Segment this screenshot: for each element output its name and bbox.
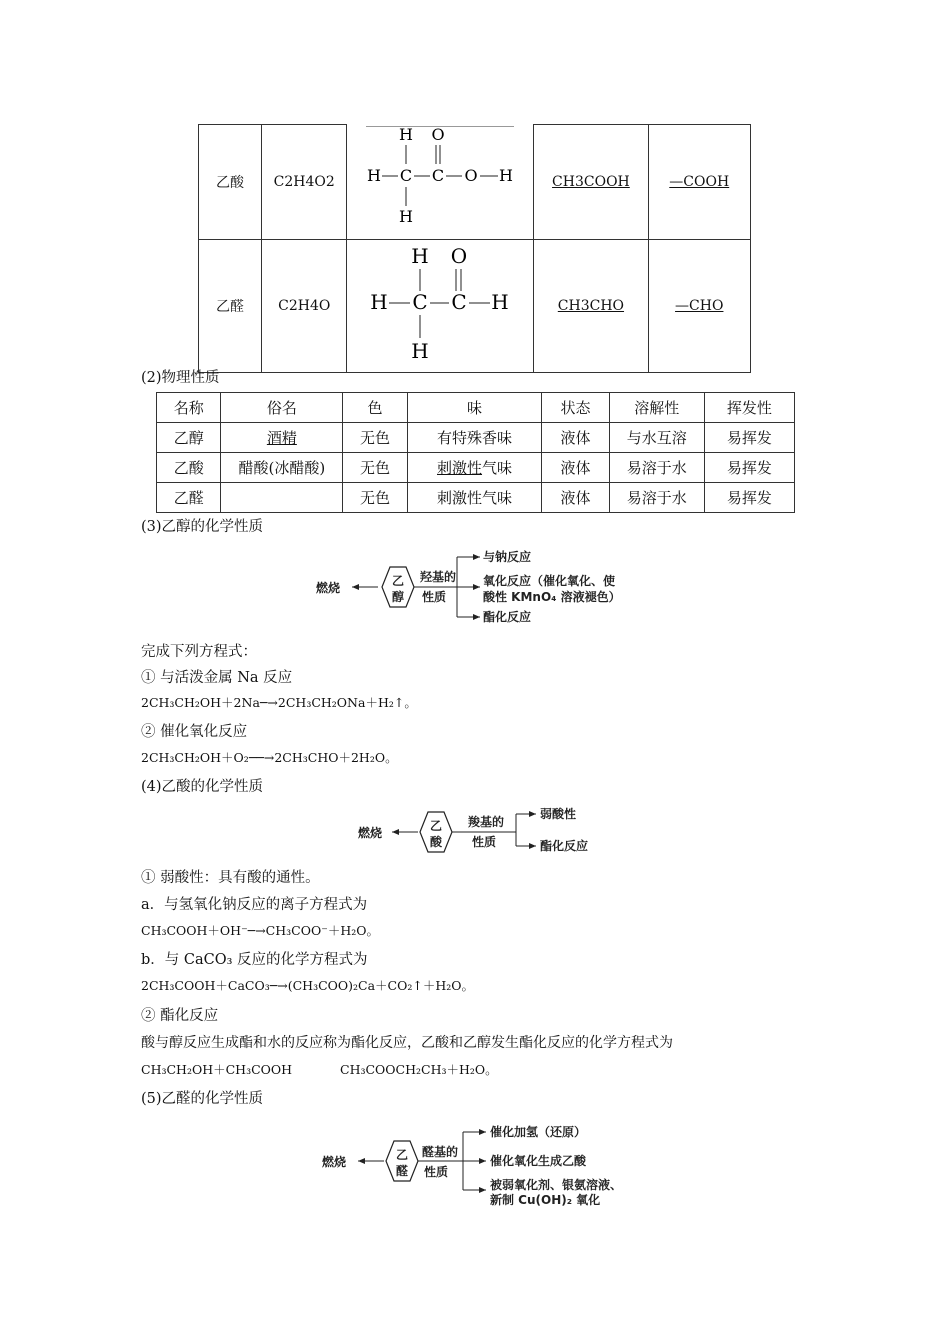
atom-label: O (451, 244, 468, 268)
column-header: 挥发性 (704, 393, 794, 423)
table-header-row (157, 393, 795, 423)
table-row (157, 483, 795, 513)
functional-group-text: —COOH (669, 174, 730, 190)
simplified-formula (534, 240, 648, 373)
acetic-property-diagram (354, 800, 614, 862)
table-cell: 无色 (343, 453, 407, 483)
table-cell: 液体 (542, 483, 609, 513)
table-cell: 易挥发 (704, 423, 794, 453)
functional-group (648, 125, 751, 240)
diagram-mid-label: 羟基的 (420, 570, 457, 584)
section-heading: (4)乙酸的化学性质 (141, 779, 264, 795)
molecular-formula: C2H4O (262, 240, 347, 373)
diagram-mid-label: 性质 (424, 1165, 449, 1179)
atom-label: H (399, 126, 414, 144)
column-header: 溶解性 (609, 393, 704, 423)
table-cell: 乙醇 (157, 423, 221, 453)
compound-name: 乙醛 (199, 240, 262, 373)
table-cell: 刺激性气味 (407, 483, 542, 513)
instruction-text: 完成下列方程式： (141, 644, 257, 660)
column-header: 名称 (157, 393, 221, 423)
column-header: 俗名 (221, 393, 343, 423)
functional-group-text: —CHO (675, 298, 724, 314)
diagram-mid-label: 性质 (422, 590, 447, 604)
hexagon-label: 乙 (429, 819, 443, 833)
diagram-branch: 弱酸性 (540, 807, 577, 821)
section-heading: (3)乙醇的化学性质 (141, 519, 264, 535)
diagram-branch: 酯化反应 (540, 839, 589, 853)
diagram-mid-label: 醛基的 (422, 1145, 459, 1159)
atom-label: C (432, 166, 445, 185)
equation: 2CH₃COOH＋CaCO₃─→(CH₃COO)₂Ca＋CO₂↑＋H₂O。 (141, 978, 475, 993)
atom-label: O (464, 166, 478, 185)
atom-label: H (370, 290, 389, 314)
column-header: 状态 (542, 393, 609, 423)
simplified-formula (534, 125, 648, 240)
table-cell: 易挥发 (704, 453, 794, 483)
atom-label: H (499, 166, 514, 185)
table-cell: 醋酸(冰醋酸) (221, 453, 343, 483)
table-cell (221, 423, 343, 453)
atom-label: H (399, 207, 414, 226)
section-heading: (5)乙醛的化学性质 (141, 1091, 264, 1107)
aldehyde-property-diagram (318, 1118, 648, 1210)
table-row (199, 240, 751, 373)
acetaldehyde-structure (348, 241, 532, 367)
table-cell: 与水互溶 (609, 423, 704, 453)
table-cell: 无色 (343, 483, 407, 513)
diagram-branch: 被弱氧化剂、银氨溶液、 (490, 1178, 623, 1192)
simplified-formula-text: CH3CHO (557, 298, 625, 314)
table-cell: 易挥发 (704, 483, 794, 513)
acetic-acid-structure (348, 126, 532, 234)
diagram-label-burn: 燃烧 (358, 826, 383, 840)
atom-label: C (400, 166, 413, 185)
diagram-mid-label: 性质 (472, 835, 497, 849)
hexagon-label: 乙 (395, 1148, 409, 1162)
functional-group (648, 240, 751, 373)
structural-formula (347, 125, 534, 240)
table-cell: 易溶于水 (609, 453, 704, 483)
diagram-branch: 酸性 KMnO₄ 溶液褪色） (483, 590, 621, 604)
equation: 2CH₃CH₂OH＋O₂──→2CH₃CHO＋2H₂O。 (141, 750, 398, 765)
atom-label: H (411, 339, 430, 363)
diagram-branch: 氧化反应（催化氧化、使 (483, 574, 616, 588)
sub-heading: ① 弱酸性：具有酸的通性。 (141, 870, 320, 886)
table-cell (407, 453, 542, 483)
diagram-mid-label: 羧基的 (468, 815, 505, 829)
diagram-branch: 新制 Cu(OH)₂ 氧化 (490, 1193, 601, 1207)
table-cell: 液体 (542, 423, 609, 453)
diagram-branch: 催化加氢（还原） (490, 1125, 587, 1139)
diagram-branch: 酯化反应 (483, 610, 532, 624)
hexagon-label: 乙 (391, 574, 405, 588)
atom-label: C (412, 290, 428, 314)
table-row (157, 453, 795, 483)
paragraph: 酸与醇反应生成酯和水的反应称为酯化反应，乙酸和乙醇发生酯化反应的化学方程式为 (141, 1035, 673, 1051)
hexagon-label: 酸 (429, 835, 443, 849)
atom-label: H (411, 244, 430, 268)
hexagon-label: 醇 (391, 590, 405, 604)
table-cell: 无色 (343, 423, 407, 453)
sub-heading: ① 与活泼金属 Na 反应 (141, 670, 293, 686)
sub-heading: ② 酯化反应 (141, 1008, 219, 1024)
table-cell: 有特殊香味 (407, 423, 542, 453)
table-cell: 液体 (542, 453, 609, 483)
table-row (157, 423, 795, 453)
table-row (199, 125, 751, 240)
physical-properties-table (156, 392, 795, 513)
atom-label: H (367, 166, 382, 185)
cell-text: 气味 (482, 459, 513, 477)
hexagon-label: 醛 (395, 1164, 409, 1178)
sub-heading: ② 催化氧化反应 (141, 724, 248, 740)
molecular-formula: C2H4O2 (262, 125, 347, 240)
text-line: a．与氢氧化钠反应的离子方程式为 (141, 897, 368, 913)
text-line: b．与 CaCO₃ 反应的化学方程式为 (141, 952, 368, 968)
equation-right: CH₃COOCH₂CH₃＋H₂O。 (340, 1062, 498, 1077)
atom-label: C (451, 290, 467, 314)
section-heading: (2)物理性质 (141, 370, 220, 386)
atom-label: H (491, 290, 510, 314)
equation-left: CH₃CH₂OH＋CH₃COOH (141, 1062, 293, 1077)
table-cell: 易溶于水 (609, 483, 704, 513)
table-cell: 乙酸 (157, 453, 221, 483)
structural-formula (347, 240, 534, 373)
diagram-branch: 催化氧化生成乙酸 (490, 1154, 587, 1168)
column-header: 味 (407, 393, 542, 423)
diagram-label-burn: 燃烧 (316, 581, 341, 595)
ethanol-property-diagram (312, 545, 642, 630)
diagram-branch: 与钠反应 (483, 550, 532, 564)
structure-table (198, 124, 751, 373)
diagram-label-burn: 燃烧 (322, 1155, 347, 1169)
cell-text: 酒精 (266, 429, 297, 447)
simplified-formula-text: CH3COOH (552, 174, 630, 190)
column-header: 色 (343, 393, 407, 423)
atom-label: O (431, 126, 445, 144)
equation: 2CH₃CH₂OH＋2Na─→2CH₃CH₂ONa＋H₂↑。 (141, 695, 417, 710)
table-cell: 乙醛 (157, 483, 221, 513)
equation: CH₃COOH＋OH⁻─→CH₃COO⁻＋H₂O。 (141, 923, 379, 938)
cell-text: 刺激性 (437, 459, 483, 477)
compound-name: 乙酸 (199, 125, 262, 240)
table-cell (221, 483, 343, 513)
